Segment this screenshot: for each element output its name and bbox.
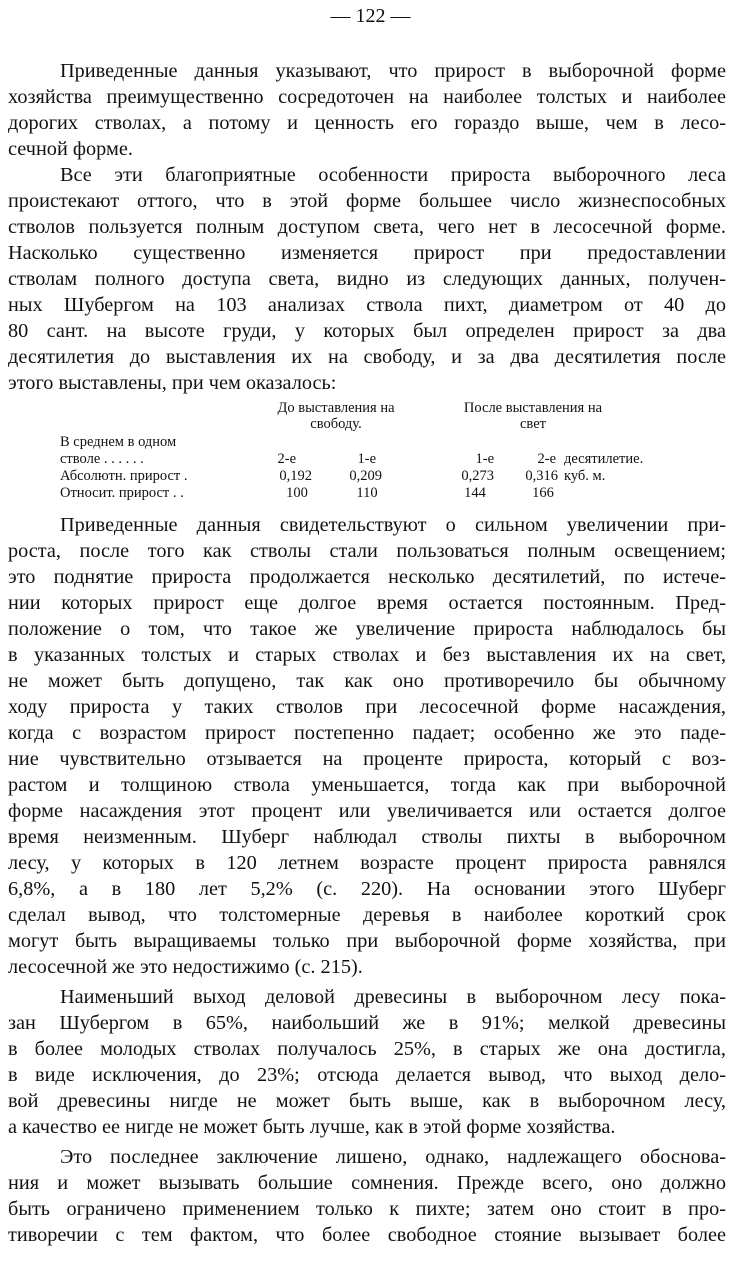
paragraph-line: могут быть выращиваемы только при выборочной форме хозяйства, при [8,930,726,952]
paragraph-line: нии которых прирост еще долгое время остается постоянным. Пред- [8,592,726,614]
table-group-header-before: До выставления на [277,400,395,416]
paragraph-line: хозяйства преимущественно сосредоточен на наиболее толстых и наиболее [8,86,726,108]
paragraph-line: Приведенные данныя свидетельствуют о сильном увеличении при- [60,514,726,536]
table-cell: 0,209 [349,468,382,484]
paragraph-line: Приведенные данныя указывают, что прирост в выборочной форме [60,60,726,82]
table-group-header-after: После выставления на [463,400,603,416]
paragraph-line: проистекают оттого, что в этой форме большее число жизнеспособных [8,190,726,212]
table-cell: 166 [532,485,554,501]
paragraph-line: 6,8%, а в 180 лет 5,2% (с. 220). На основании этого Шуберг [8,878,726,900]
table-unit: куб. м. [564,468,606,484]
paragraph-line: Это последнее заключение лишено, однако, надлежащего обоснова- [60,1146,726,1168]
table-group-header-before-2: свободу. [310,416,362,432]
table-col-header: 1-е [357,451,376,467]
table-cell: 110 [356,485,378,501]
paragraph-line: десятилетия до выставления их на свободу, и за два десятилетия после [8,346,726,368]
paragraph-line: тиворечии с тем фактом, что более свободное стояние вызывает более [8,1224,726,1246]
paragraph-line: Насколько существенно изменяется прирост при предоставлении [8,242,726,264]
paragraph-line: роста, после того как стволы стали пользоваться полным освещением; [8,540,726,562]
paragraph-line: 80 сант. на высоте груди, у которых был определен прирост за два [8,320,726,342]
paragraph-line: лесу, у которых в 120 летнем возрасте процент прироста равнялся [8,852,726,874]
table-col-suffix: десятилетие. [564,451,644,467]
table-group-header-after-2: свет [520,416,546,432]
paragraph-line: не может быть допущено, так как оно противоречило бы обычному [8,670,726,692]
table-cell: 0,316 [525,468,558,484]
paragraph-line: положение о том, что такое же увеличение прироста наблюдалось бы [8,618,726,640]
table-col-header: 1-е [475,451,494,467]
table-cell: 144 [464,485,486,501]
paragraph-line: Все эти благоприятные особенности прироста выборочного леса [60,164,726,186]
table-row-label: Относит. прирост . . [60,485,184,501]
paragraph-line: этого выставлены, при чем оказалось: [8,372,337,394]
paragraph-line: лесосечной же это недостижимо (с. 215). [8,956,363,978]
paragraph-line: в виде исключения, до 23%; отсюда делается вывод, что выход дело- [8,1064,726,1086]
table-row-label: В среднем в одном [60,434,177,450]
table-cell: 0,192 [279,468,312,484]
paragraph-line: в более молодых стволах получалось 25%, в старых же она достигла, [8,1038,726,1060]
page-number: — 122 — [330,5,411,27]
table-cell: 100 [286,485,308,501]
table-col-header: 2-е [277,451,296,467]
paragraph-line: а качество ее нигде не может быть лучше, как в этой форме хозяйства. [8,1116,616,1138]
paragraph-line: в указанных толстых и старых стволах и без выставления их на свет, [8,644,726,666]
paragraph-line: сделал вывод, что толстомерные деревья в наиболее короткий срок [8,904,726,926]
table-col-header: 2-е [537,451,556,467]
paragraph-line: растом и толщиною ствола уменьшается, тогда как при выборочной [8,774,726,796]
paragraph-line: когда с возрастом прирост постепенно падает; особенно же это паде- [8,722,726,744]
paragraph-line: зан Шубергом в 65%, наибольший же в 91%; мелкой древесины [8,1012,726,1034]
table-row-label: стволе . . . . . . [60,451,144,467]
paragraph-line: дорогих стволах, а потому и ценность его гораздо выше, чем в лесо- [8,112,726,134]
paragraph-line: Наименьший выход деловой древесины в выборочном лесу пока- [60,986,726,1008]
paragraph-line: вой древесины нигде не может быть выше, как в выборочном лесу, [8,1090,726,1112]
paragraph-line: форме насаждения этот процент или увеличивается или остается долгое [8,800,726,822]
paragraph-line: это поднятие прироста продолжается несколько десятилетий, по истече- [8,566,726,588]
paragraph-line: стволов пользуется полным доступом света, чего нет в лесосечной форме. [8,216,726,238]
paragraph-line: ния и может вызывать большие сомнения. Прежде всего, оно должно [8,1172,726,1194]
table-cell: 0,273 [461,468,494,484]
paragraph-line: сечной форме. [8,138,133,160]
paragraph-line: стволам полного доступа света, видно из следующих данных, получен- [8,268,726,290]
paragraph-line: ние чувствительно отзывается на проценте прироста, который с воз- [8,748,726,770]
paragraph-line: ных Шубергом на 103 анализах ствола пихт, диаметром от 40 до [8,294,726,316]
table-row-label: Абсолютн. прирост . [60,468,188,484]
paragraph-line: быть ограничено применением только к пихте; затем оно стоит в про- [8,1198,726,1220]
paragraph-line: время неизменным. Шуберг наблюдал стволы пихты в выборочном [8,826,726,848]
paragraph-line: ходу прироста у таких стволов при лесосечной форме насаждения, [8,696,726,718]
